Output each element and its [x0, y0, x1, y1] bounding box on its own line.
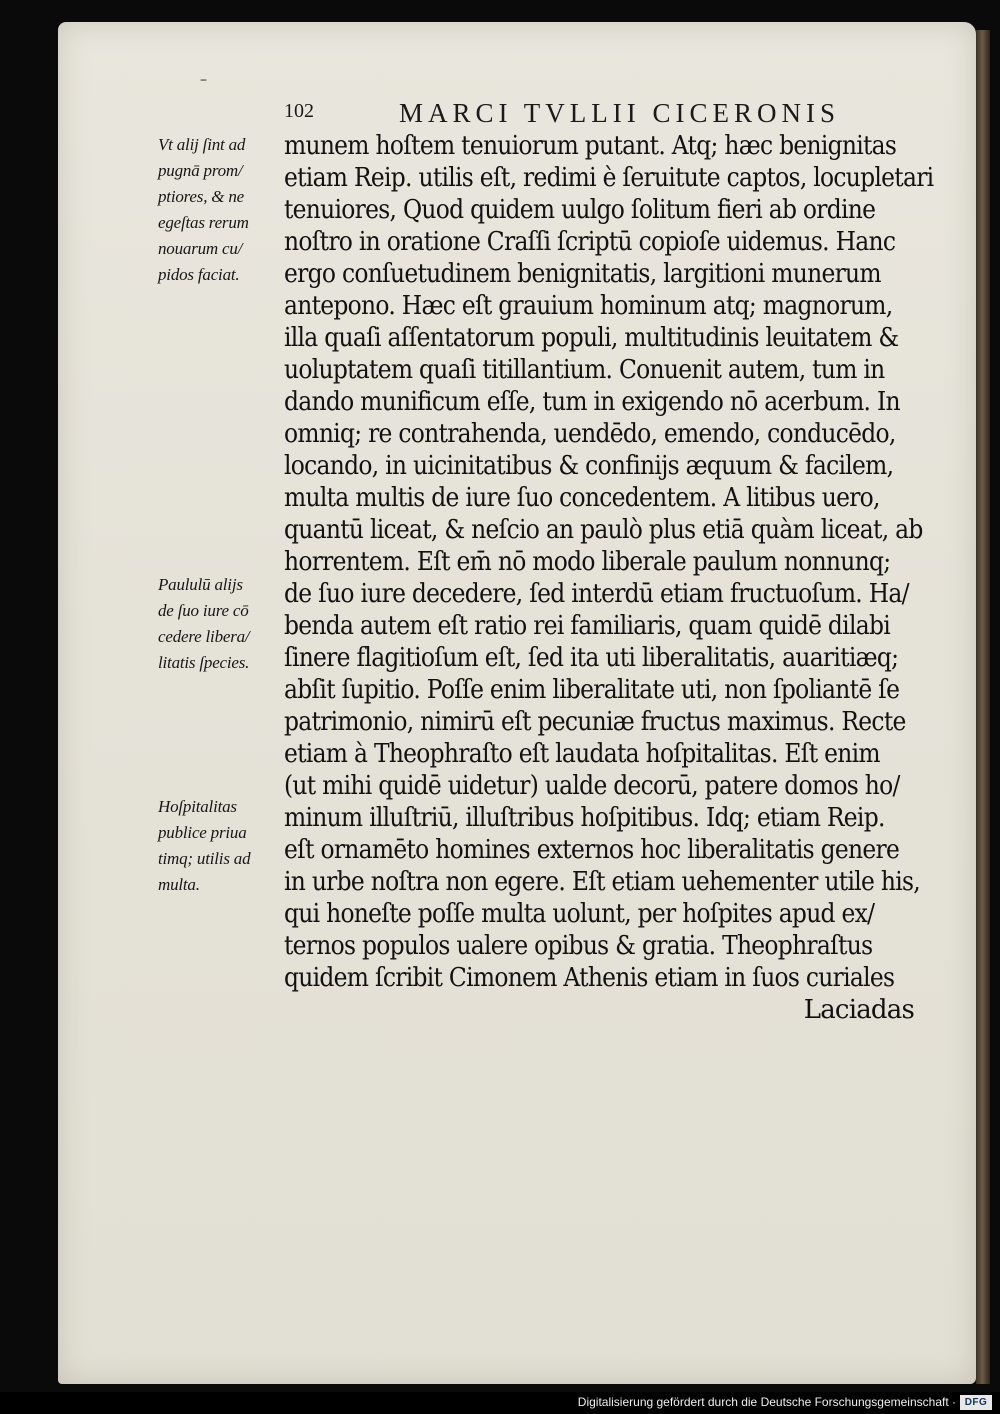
text-line: dando munificum eſſe, tum in exigendo nō acerbum. In: [284, 387, 900, 417]
marginal-note-line: timq; utilis ad: [158, 849, 251, 868]
marginal-note-3: [158, 794, 288, 898]
funding-credit: Digitalisierung gefördert durch die Deutsche Forschungsgemeinschaft ·: [577, 1395, 956, 1409]
text-line: etiam à Theophraſto eſt laudata hoſpitalitas. Eſt enim: [284, 739, 880, 769]
marginal-note-line: Vt alij ſint ad: [158, 135, 246, 154]
dfg-logo[interactable]: DFG: [960, 1395, 992, 1410]
text-line: ſinere flagitioſum eſt, ſed ita uti liberalitatis, auaritiæq;: [284, 643, 899, 673]
marginal-note-line: pidos faciat.: [158, 265, 240, 284]
main-text-block: [284, 130, 944, 1026]
marginal-note-2: [158, 572, 288, 676]
text-line: minum illuſtriū, illuſtribus hoſpitibus. Idq; etiam Reip.: [284, 803, 885, 833]
text-line: etiam Reip. utilis eſt, redimi è ſeruitute captos, locupletari: [284, 163, 934, 193]
text-line: de ſuo iure decedere, ſed interdū etiam fructuoſum. Ha/: [284, 579, 909, 609]
text-line: tenuiores, Quod quidem uulgo ſolitum fieri ab ordine: [284, 195, 876, 225]
text-line: multa multis de iure ſuo concedentem. A litibus uero,: [284, 483, 880, 513]
marginal-note-line: multa.: [158, 875, 200, 894]
text-line: antepono. Hæc eſt grauium hominum atq; magnorum,: [284, 291, 893, 321]
text-line: illa quaſi aſſentatorum populi, multitudinis leuitatem &: [284, 323, 899, 353]
footer-bar: [0, 1392, 1000, 1414]
text-line: (ut mihi quidē uidetur) ualde decorū, patere domos ho/: [284, 771, 900, 801]
text-line: locando, in uicinitatibus & confinijs æquum & facilem,: [284, 451, 894, 481]
marginal-note-line: cedere libera/: [158, 627, 250, 646]
text-line: quidem ſcribit Cimonem Athenis etiam in ſuos curiales: [284, 963, 895, 993]
catchword: Laciadas: [803, 995, 914, 1025]
marginal-note-line: litatis ſpecies.: [158, 653, 250, 672]
text-line: in urbe noſtra non egere. Eſt etiam uehementer utile his,: [284, 867, 920, 897]
text-line: ternos populos ualere opibus & gratia. Theophraſtus: [284, 931, 873, 961]
marginal-note-line: publice priua: [158, 823, 247, 842]
text-line: noſtro in oratione Craſſi ſcriptū copioſe uidemus. Hanc: [284, 227, 896, 257]
text-line: munem hoſtem tenuiorum putant. Atq; hæc benignitas: [284, 131, 897, 161]
ink-mark: –: [200, 72, 207, 88]
text-line: benda autem eſt ratio rei familiaris, quam quidē dilabi: [284, 611, 890, 641]
book-spine-edge: [976, 30, 990, 1384]
marginal-note-line: de ſuo iure cō: [158, 601, 249, 620]
text-line: patrimonio, nimirū eſt pecuniæ fructus maximus. Recte: [284, 707, 906, 737]
text-line: eſt ornamēto homines externos hoc liberalitatis genere: [284, 835, 900, 865]
marginal-note-line: ptiores, & ne: [158, 187, 245, 206]
text-line: ergo conſuetudinem benignitatis, largitioni munerum: [284, 259, 881, 289]
marginal-note-1: [158, 132, 288, 288]
text-line: qui honeſte poſſe multa uolunt, per hoſpites apud ex/: [284, 899, 875, 929]
running-title: MARCI TVLLII CICERONIS: [399, 98, 841, 128]
marginal-note-line: egeſtas rerum: [158, 213, 249, 232]
text-line: uoluptatem quaſi titillantium. Conuenit autem, tum in: [284, 355, 885, 385]
page-number: 102: [284, 100, 314, 122]
marginal-note-line: Hoſpitalitas: [158, 797, 237, 816]
text-line: abſit ſupitio. Poſſe enim liberalitate uti, non ſpoliantē ſe: [284, 675, 900, 705]
marginal-note-line: nouarum cu/: [158, 239, 243, 258]
text-line: omniq; re contrahenda, uendēdo, emendo, conducēdo,: [284, 419, 896, 449]
marginal-note-line: Paululū alijs: [158, 575, 243, 594]
text-line: quantū liceat, & neſcio an paulò plus etiā quàm liceat, ab: [284, 515, 923, 545]
marginal-note-line: pugnā prom/: [158, 161, 243, 180]
text-line: horrentem. Eſt em̄ nō modo liberale paulum nonnunq;: [284, 547, 891, 577]
